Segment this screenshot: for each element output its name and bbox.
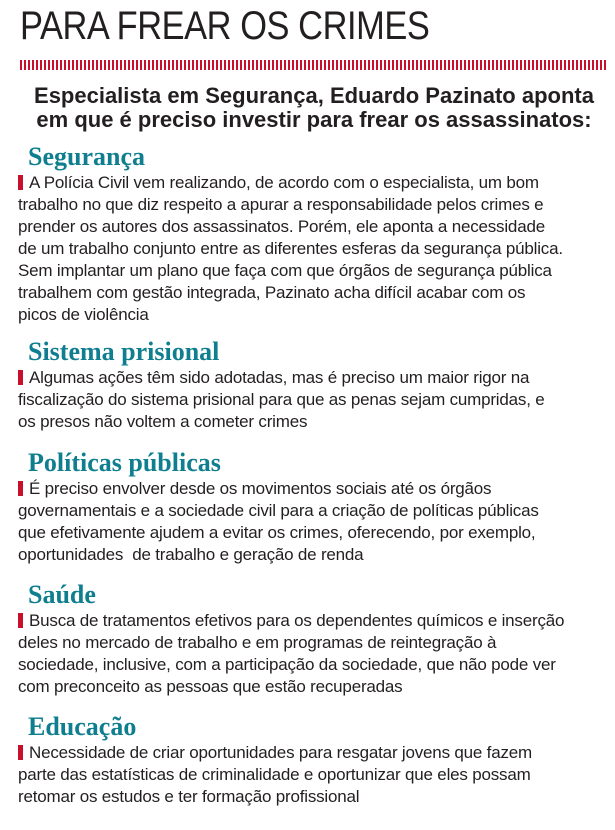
body-line: oportunidades de trabalho e geração de renda (18, 545, 364, 564)
body-line (18, 478, 610, 500)
intro-text (20, 84, 608, 132)
section-body (18, 610, 610, 698)
intro-line-1: Especialista em Segurança, Eduardo Pazinato aponta (34, 83, 594, 108)
section-educacao (18, 712, 610, 808)
body-line: deles no mercado de trabalho e em programas de reintegração à (18, 633, 497, 652)
section-seguranca (18, 142, 610, 326)
body-line: que efetivamente ajudem a evitar os crimes, oferecendo, por exemplo, (18, 523, 536, 542)
body-line: sociedade, inclusive, com a participação da sociedade, que não pode ver (18, 655, 556, 674)
bullet-marker-icon (18, 175, 23, 190)
section-title: Segurança (28, 142, 145, 171)
bullet-marker-icon (18, 613, 23, 628)
body-line: com preconceito as pessoas que estão recuperadas (18, 677, 403, 696)
body-line (18, 742, 610, 764)
section-saude (18, 580, 610, 698)
headline: PARA FREAR OS CRIMES (20, 4, 430, 48)
body-line: os presos não voltem a cometer crimes (18, 412, 308, 431)
striped-divider (20, 60, 608, 70)
section-title: Educação (28, 712, 137, 741)
body-line: governamentais e a sociedade civil para a criação de políticas públicas (18, 501, 539, 520)
body-line: fiscalização do sistema prisional para que as penas sejam cumpridas, e (18, 390, 545, 409)
body-line (18, 367, 610, 389)
body-line-text: Busca de tratamentos efetivos para os dependentes químicos e inserção (29, 611, 565, 630)
section-body (18, 367, 610, 433)
section-body (18, 172, 610, 326)
bullet-marker-icon (18, 745, 23, 760)
bullet-marker-icon (18, 370, 23, 385)
section-title: Sistema prisional (28, 337, 220, 366)
body-line: trabalho no que diz respeito a apurar a responsabilidade pelos crimes e (18, 195, 544, 214)
body-line-text: A Polícia Civil vem realizando, de acordo com o especialista, um bom (29, 173, 539, 192)
section-title: Políticas públicas (28, 448, 221, 477)
section-politicas-publicas (18, 448, 610, 566)
body-line-text: Algumas ações têm sido adotadas, mas é preciso um maior rigor na (29, 368, 530, 387)
body-line (18, 610, 610, 632)
body-line: de um trabalho conjunto entre as diferentes esferas da segurança pública. (18, 239, 563, 258)
section-body (18, 742, 610, 808)
section-sistema-prisional (18, 337, 610, 433)
body-line-text: É preciso envolver desde os movimentos sociais até os órgãos (29, 479, 492, 498)
body-line: trabalhem com gestão integrada, Pazinato acha difícil acabar com os (18, 283, 526, 302)
body-line: Sem implantar um plano que faça com que órgãos de segurança pública (18, 261, 552, 280)
body-line: retomar os estudos e ter formação profissional (18, 787, 360, 806)
body-line (18, 172, 610, 194)
body-line: parte das estatísticas de criminalidade e oportunizar que eles possam (18, 765, 531, 784)
section-title: Saúde (28, 580, 96, 609)
bullet-marker-icon (18, 481, 23, 496)
section-body (18, 478, 610, 566)
body-line: picos de violência (18, 305, 149, 324)
body-line: prender os autores dos assassinatos. Porém, ele aponta a necessidade (18, 217, 545, 236)
intro-line-2: em que é preciso investir para frear os assassinatos: (36, 107, 592, 132)
body-line-text: Necessidade de criar oportunidades para resgatar jovens que fazem (29, 743, 532, 762)
